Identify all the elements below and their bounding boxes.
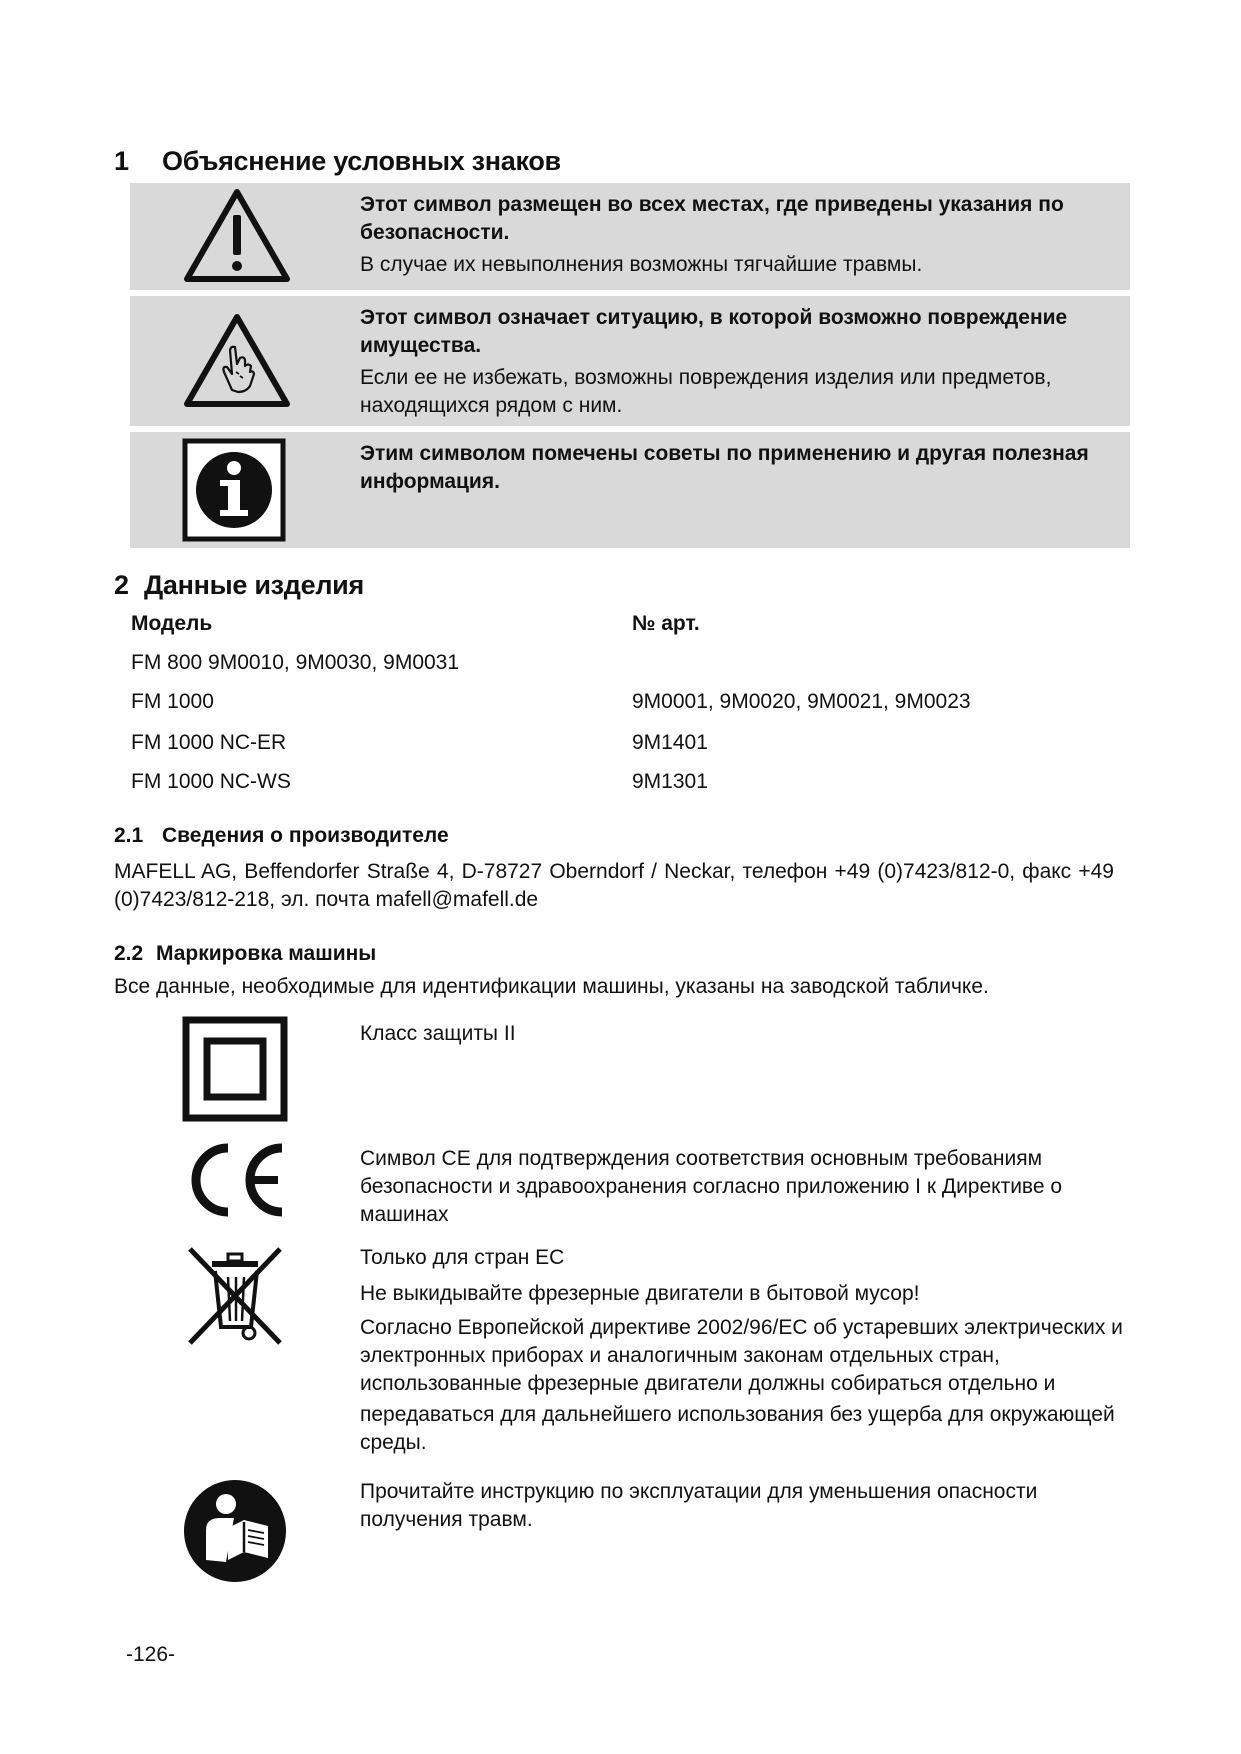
- table-cell-article: 9M1301: [632, 770, 708, 793]
- table-cell-article: 9M1401: [632, 731, 708, 754]
- symbol-description: [360, 440, 1100, 496]
- warning-triangle-icon: [182, 187, 292, 285]
- section-title: Объяснение условных знаков: [162, 146, 561, 176]
- symbol-normal-text: В случае их невыполнения возможны тягчайшие травмы.: [360, 253, 923, 276]
- section-2-2-heading: [114, 942, 376, 966]
- section-2-heading: [114, 570, 364, 601]
- section-2-1-heading: [114, 824, 449, 848]
- marking-intro: Все данные, необходимые для идентификации машины, указаны на заводской табличке.: [114, 975, 989, 998]
- section-number: 2.1: [114, 824, 144, 847]
- mark-text-line: Не выкидывайте фрезерные двигатели в бытовой мусор!: [360, 1282, 920, 1305]
- symbol-row-property-damage: [130, 296, 1130, 426]
- manufacturer-info: MAFELL AG, Beffendorfer Straße 4, D-78727 Oberndorf / Neckar, телефон +49 (0)7423/812-0, факс +49 (0)7423/812-218, эл. почта mafell@mafell.de: [114, 860, 1114, 911]
- symbol-description: [360, 191, 1100, 279]
- table-cell-model: FM 1000 NC-WS: [131, 770, 291, 793]
- mark-description: [360, 1145, 1130, 1229]
- mark-text-line: Символ CE для подтверждения соответствия основным требованиям безопасности и здравоохранения согласно приложению I к Директиве о машинах: [360, 1147, 1063, 1226]
- section-title: Сведения о производителе: [162, 824, 449, 847]
- mark-text-line: Класс защиты II: [360, 1022, 516, 1045]
- section-number: 1: [114, 146, 129, 176]
- symbol-row-info: [130, 432, 1130, 548]
- property-damage-hand-icon: [182, 312, 292, 410]
- symbol-description: [360, 304, 1100, 420]
- mark-text-line: Только для стран ЕС: [360, 1246, 565, 1269]
- mark-text-line: передаваться для дальнейшего использования без ущерба для окружающей среды.: [360, 1403, 1115, 1454]
- symbol-bold-text: Этим символом помечены советы по применению и другая полезная информация.: [360, 442, 1089, 493]
- symbol-bold-text: Этот символ означает ситуацию, в которой возможно повреждение имущества.: [360, 306, 1068, 357]
- table-cell-model: FM 800 9M0010, 9M0030, 9M0031: [131, 651, 460, 674]
- column-header-model: Модель: [131, 612, 213, 635]
- mark-text-line: Согласно Европейской директиве 2002/96/EC об устаревших электрических и электронных приборах и аналогичным законам отдельных стран, использованные фрезерные двигатели должны собираться отдельно и: [360, 1316, 1123, 1395]
- read-manual-icon: [182, 1478, 288, 1584]
- table-cell-model: FM 1000 NC-ER: [131, 731, 287, 754]
- section-number: 2.2: [114, 942, 144, 965]
- page-number: -126-: [126, 1643, 176, 1666]
- section-title: Маркировка машины: [156, 942, 377, 965]
- symbol-bold-text: Этот символ размещен во всех местах, где приведены указания по безопасности.: [360, 193, 1064, 244]
- column-header-article: № арт.: [632, 612, 700, 635]
- protection-class-ii-icon: [182, 1016, 288, 1122]
- section-title: Данные изделия: [144, 570, 364, 600]
- crossed-bin-icon: [182, 1243, 288, 1349]
- symbol-normal-text: Если ее не избежать, возможны повреждения изделия или предметов, находящихся рядом с ним.: [360, 366, 1052, 417]
- section-1-heading: [114, 146, 561, 177]
- symbol-row-warning: [130, 183, 1130, 290]
- mark-description: [360, 1478, 1130, 1534]
- mark-text-line: Прочитайте инструкцию по эксплуатации для уменьшения опасности получения травм.: [360, 1480, 1038, 1531]
- info-icon: [182, 438, 286, 542]
- section-number: 2: [114, 570, 129, 600]
- ce-mark-icon: [182, 1140, 288, 1220]
- mark-description: [360, 1020, 1130, 1048]
- table-cell-article: 9M0001, 9M0020, 9M0021, 9M0023: [632, 690, 971, 713]
- mark-description: [360, 1244, 1130, 1457]
- table-cell-model: FM 1000: [131, 690, 214, 713]
